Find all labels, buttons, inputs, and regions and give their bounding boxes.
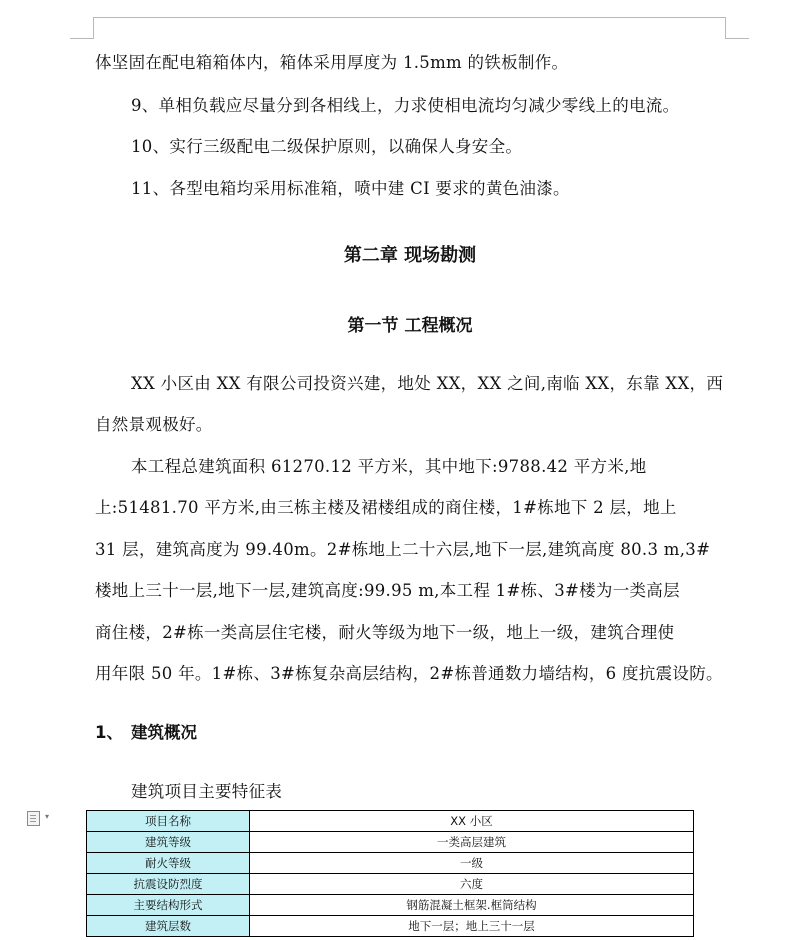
- table-caption: 建筑项目主要特征表: [131, 782, 283, 801]
- section-title: 第一节 工程概况: [347, 316, 473, 336]
- page-corner-left: [93, 17, 94, 39]
- table-row: [87, 895, 694, 916]
- table-value: 地下一层；地上三十一层: [250, 916, 694, 937]
- margin-mark-left: [70, 38, 93, 39]
- overview-line: XX 小区由 XX 有限公司投资兴建，地处 XX，XX 之间,南临 XX，东靠 XX，西: [131, 374, 724, 393]
- table-key: 建筑等级: [87, 832, 250, 853]
- table-row: [87, 811, 694, 832]
- table-value: 一级: [250, 853, 694, 874]
- table-row: [87, 874, 694, 895]
- overview-line: 自然景观极好。: [95, 415, 213, 434]
- table-row: [87, 916, 694, 937]
- overview-line: 31 层，建筑高度为 99.40m。2#栋地上二十六层,地下一层,建筑高度 80.3 m,3#: [95, 540, 711, 559]
- subsection-title: 建筑概况: [131, 723, 197, 742]
- paragraph-line: 体坚固在配电箱箱体内，箱体采用厚度为 1.5mm 的铁板制作。: [95, 53, 569, 72]
- list-item-9: 9、单相负载应尽量分到各相线上，力求使相电流均匀减少零线上的电流。: [131, 96, 680, 115]
- table-value: 钢筋混凝土框架.框筒结构: [250, 895, 694, 916]
- table-key: 主要结构形式: [87, 895, 250, 916]
- table-value: 一类高层建筑: [250, 832, 694, 853]
- subsection-number: 1、: [95, 723, 123, 742]
- table-key: 建筑层数: [87, 916, 250, 937]
- margin-mark-right: [726, 38, 749, 39]
- building-spec-table: [86, 810, 694, 937]
- subsection-heading: [95, 719, 197, 743]
- table-key: 项目名称: [87, 811, 250, 832]
- overview-line: 上:51481.70 平方米,由三栋主楼及裙楼组成的商住楼，1#栋地下 2 层，地上: [95, 498, 677, 517]
- overview-line: 商住楼，2#栋一类高层住宅楼，耐火等级为地下一级，地上一级，建筑合理使: [95, 623, 675, 642]
- overview-line: 楼地上三十一层,地下一层,建筑高度:99.95 m,本工程 1#栋、3#楼为一类高层: [95, 581, 680, 600]
- table-key: 耐火等级: [87, 853, 250, 874]
- table-value: 六度: [250, 874, 694, 895]
- table-row: [87, 832, 694, 853]
- overview-line: 本工程总建筑面积 61270.12 平方米，其中地下:9788.42 平方米,地: [131, 457, 647, 476]
- overview-line: 用年限 50 年。1#栋、3#栋复杂高层结构，2#栋普通数力墙结构，6 度抗震设防。: [95, 664, 723, 683]
- table-value: XX 小区: [250, 811, 694, 832]
- page-top-border: [93, 17, 725, 18]
- table-row: [87, 853, 694, 874]
- page-corner-right: [725, 17, 726, 39]
- list-item-10: 10、实行三级配电二级保护原则，以确保人身安全。: [131, 137, 523, 156]
- table-key: 抗震设防烈度: [87, 874, 250, 895]
- chevron-down-icon[interactable]: ▾: [45, 812, 50, 821]
- document-icon[interactable]: [27, 811, 40, 826]
- chapter-title: 第二章 现场勘测: [343, 245, 477, 266]
- list-item-11: 11、各型电箱均采用标准箱，喷中建 CI 要求的黄色油漆。: [131, 179, 570, 198]
